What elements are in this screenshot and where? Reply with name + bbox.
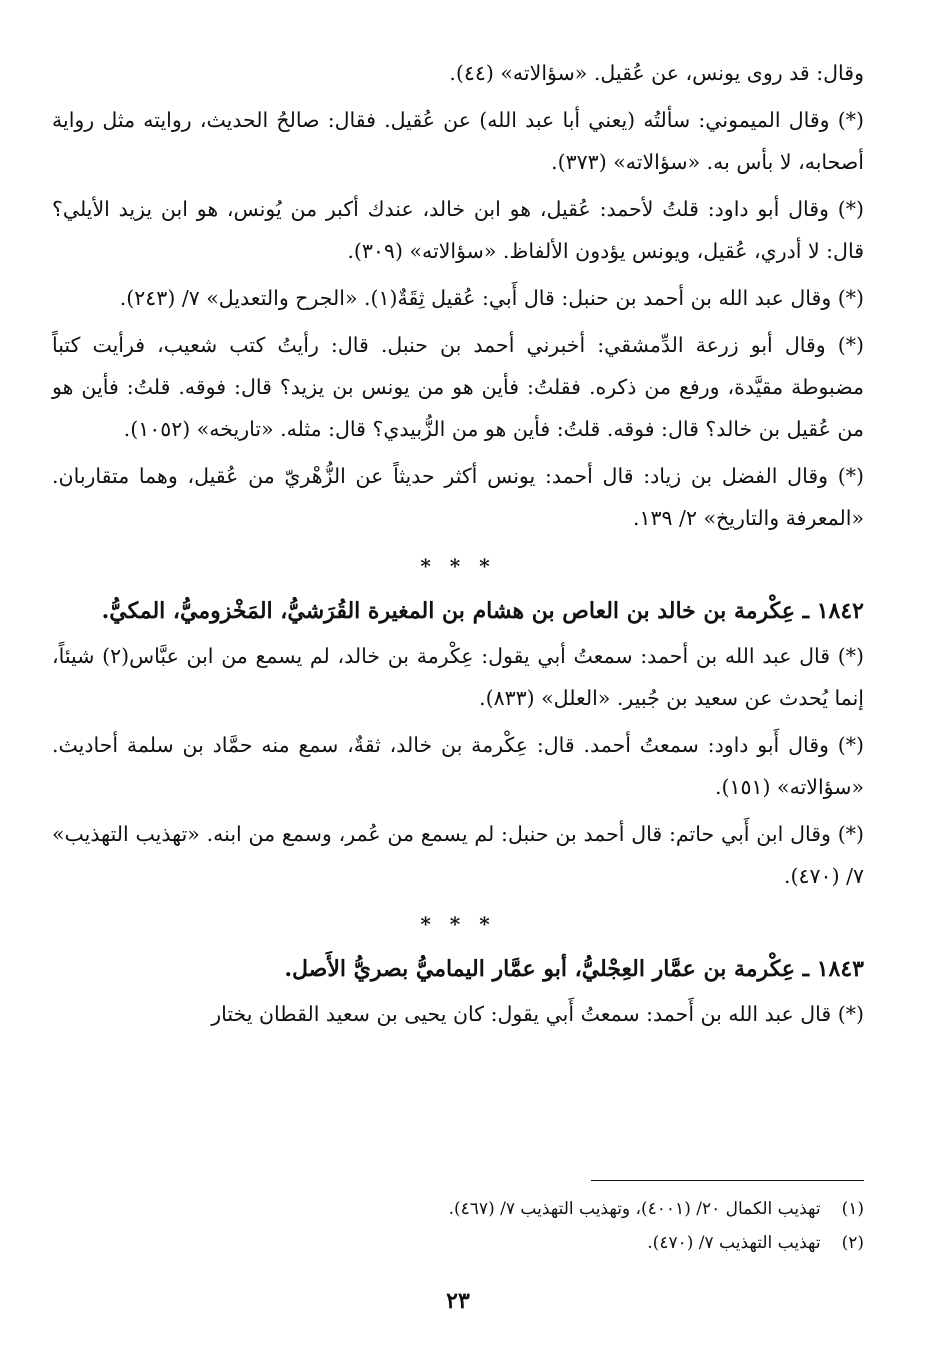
paragraph: (*) وقال الميموني: سألتُه (يعني أبا عبد الله) عن عُقيل. فقال: صالحُ الحديث، روايته مثل رواية أصحابه، لا بأس به. «سؤالاته» (٣٧٣). bbox=[52, 108, 864, 174]
paragraph: (*) وقال أبو داود: قلتُ لأحمد: عُقيل، هو ابن خالد، عندك أكبر من يُونس، هو ابن يزيد الأيلي؟ قال: لا أدري، عُقيل، ويونس يؤدون الألفاظ. «سؤالاته» (٣٠٩). bbox=[52, 197, 864, 263]
paragraph: (*) وقال ابن أَبي حاتم: قال أحمد بن حنبل: لم يسمع من عُمر، وسمع من ابنه. «تهذيب التهذيب» ٧/ (٤٧٠). bbox=[52, 822, 864, 888]
paragraph: (*) وقال أبو زرعة الدِّمشقي: أخبرني أحمد بن حنبل. قال: رأيتُ كتب شعيب، فرأيت كتباً مضبوطة مقيَّدة، ورفع من ذكره. فقلتُ: فأين هو من يونس بن يزيد؟ قال: فوقه. قلتُ: فأين هو من عُقيل بن خالد؟ قال: فوقه. قلتُ: فأين هو من الزُّبيدي؟ قال: مثله. «تاريخه» (١٠٥٢). bbox=[52, 333, 864, 441]
paragraph: (*) قال عبد الله بن أَحمد: سمعتُ أَبي يقول: كان يحيى بن سعيد القطان يختار bbox=[211, 1002, 864, 1026]
footnotes bbox=[52, 1192, 864, 1260]
entry-heading: ١٨٤٢ ـ عِكْرمة بن خالد بن العاص بن هشام بن المغيرة القُرَشيُّ، المَخْزوميُّ، المكيُّ. bbox=[101, 598, 864, 624]
document-page bbox=[52, 52, 864, 1332]
paragraph: وقال: قد روى يونس، عن عُقيل. «سؤالاته» (٤٤). bbox=[449, 61, 864, 85]
paragraph: (*) وقال عبد الله بن أحمد بن حنبل: قال أَبي: عُقيل ثِقَةٌ(١). «الجرح والتعديل» ٧/ (٢٤٣). bbox=[119, 286, 864, 310]
entry-heading: ١٨٤٣ ـ عِكْرمة بن عمَّار العِجْليُّ، أبو عمَّار اليماميُّ بصريُّ الأَصل. bbox=[284, 956, 864, 982]
paragraph: (*) وقال الفضل بن زياد: قال أحمد: يونس أكثر حديثاً عن الزُّهْريّ من عُقيل، وهما متقاربان. «المعرفة والتاريخ» ٢/ ١٣٩. bbox=[52, 464, 864, 530]
footnote bbox=[52, 1192, 864, 1226]
paragraph: (*) وقال أَبو داود: سمعتُ أحمد. قال: عِكْرمة بن خالد، ثقةٌ، سمع منه حمَّاد بن سلمة أحاديث. «سؤالاته» (١٥١). bbox=[52, 733, 864, 799]
footnote bbox=[52, 1226, 864, 1260]
footnote-text: تهذيب التهذيب ٧/ (٤٧٠). bbox=[647, 1233, 821, 1253]
footnote-text: تهذيب الكمال ٢٠/ (٤٠٠١)، وتهذيب التهذيب ٧/ (٤٦٧). bbox=[448, 1199, 821, 1219]
section-separator: * * * bbox=[420, 912, 496, 936]
footnote-number: (٢) bbox=[841, 1233, 864, 1253]
paragraph: (*) قال عبد الله بن أحمد: سمعتُ أبي يقول: عِكْرمة بن خالد، لم يسمع من ابن عبَّاس(٢) شيئاً، إنما يُحدث عن سعيد بن جُبير. «العلل» (٨٣٣). bbox=[52, 644, 864, 710]
footnote-number: (١) bbox=[841, 1199, 864, 1219]
footnote-divider bbox=[591, 1180, 864, 1181]
page-number: ٢٣ bbox=[446, 1288, 470, 1314]
section-separator: * * * bbox=[420, 554, 496, 578]
